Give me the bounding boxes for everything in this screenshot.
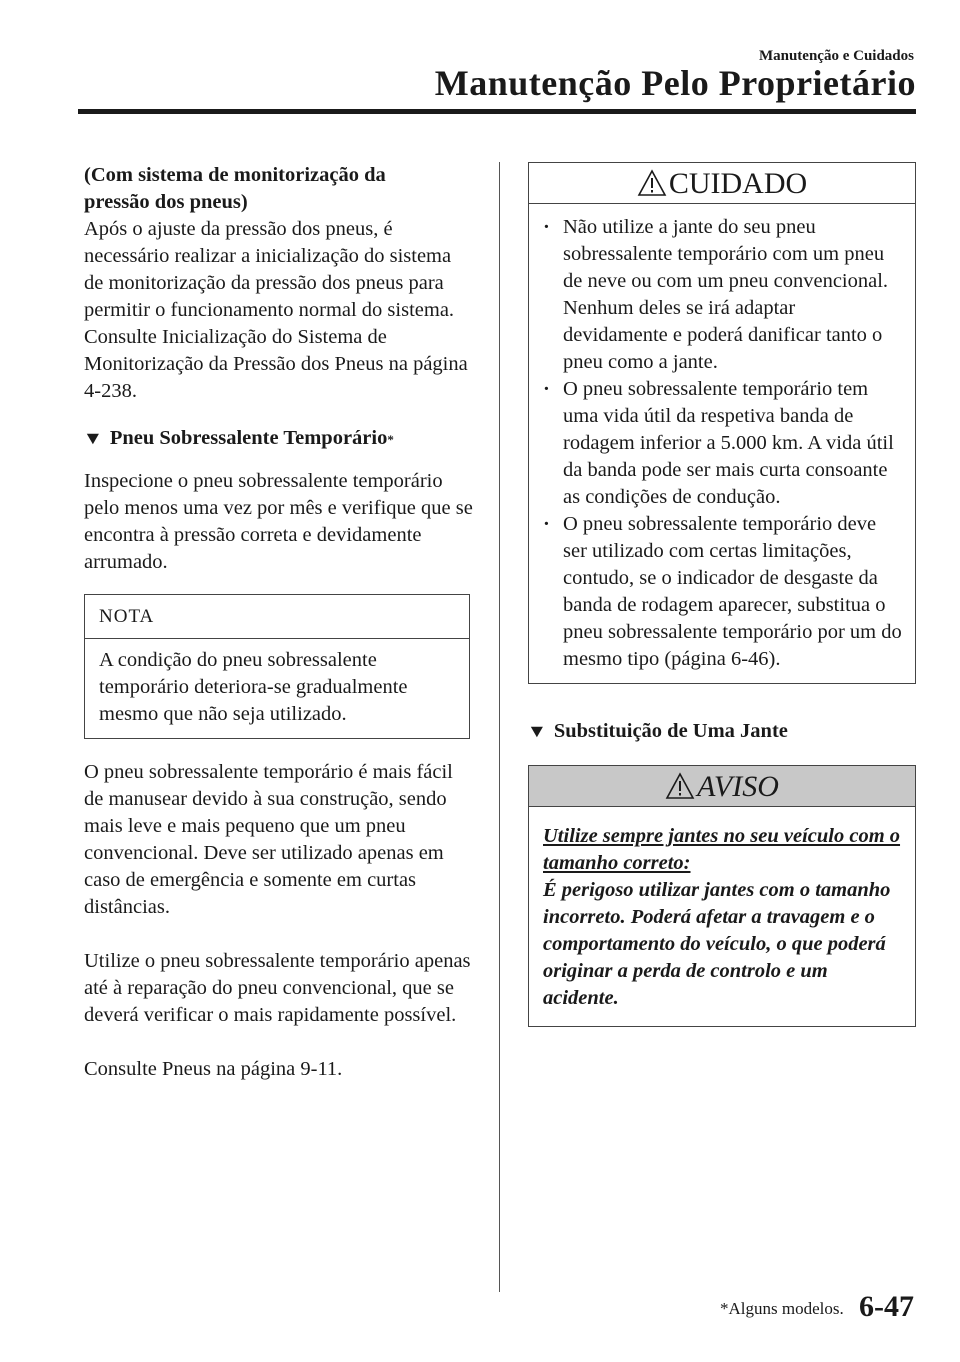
section-title: Manutenção e Cuidados (758, 48, 914, 64)
warning-body (529, 807, 915, 1026)
note-body: A condição do pneu sobressalente temporário deteriora-se gradualmente mesmo que não seja utilizado. (99, 649, 408, 725)
column-divider (499, 162, 500, 1292)
warning-text: É perigoso utilizar jantes com o tamanho incorreto. Poderá afetar a travagem e o comportamento do veículo, o que poderá originar a perda de controlo e um acidente. (543, 879, 891, 1009)
note-box (84, 594, 470, 739)
paragraph-inspect: Inspecione o pneu sobressalente temporário pelo menos uma vez por mês e verifique que se encontra à pressão correta e devidamente arrumado. (84, 470, 473, 573)
paragraph-reference: Consulte Inicialização do Sistema de Monitorização da Pressão dos Pneus na página 4-238. (84, 326, 468, 402)
triangle-down-icon: ▼ (82, 428, 104, 448)
bullet-icon: · (543, 378, 550, 400)
caution-box (528, 162, 916, 684)
section-heading-wheel (528, 718, 916, 745)
triangle-down-icon: ▼ (526, 721, 548, 741)
warning-lead: Utilize sempre jantes no seu veículo com o tamanho correto: (543, 825, 901, 874)
note-title: NOTA (85, 595, 469, 639)
paragraph-initialization: Após o ajuste da pressão dos pneus, é necessário realizar a inicialização do sistema de monitorização da pressão dos pneus para permitir o funcionamento normal do sistema. (84, 218, 455, 321)
warning-box (528, 765, 916, 1027)
page-number: 6-47 (859, 1290, 914, 1323)
caution-title: CUIDADO (668, 166, 808, 200)
caution-body (529, 204, 915, 683)
header-rule (78, 109, 916, 114)
section-heading-spare-tire: ▼ Pneu Sobressalente Temporário * (84, 425, 474, 452)
heading-text: Pneu Sobressalente Temporário (109, 427, 388, 449)
paragraph-usage: Utilize o pneu sobressalente temporário apenas até à reparação do pneu convencional, que se deverá verificar o mais rapidamente possível. (84, 950, 471, 1026)
caution-item: · Não utilize a jante do seu pneu sobressalente temporário com um pneu de neve ou com um pneu convencional. Nenhum deles se irá adaptar devidamente e poderá danificar tanto o pneu como a jante. (543, 214, 903, 376)
warning-triangle-icon (637, 169, 667, 197)
caution-item: · O pneu sobressalente temporário tem uma vida útil da respetiva banda de rodagem inferior a 5.000 km. A vida útil da banda pode ser mais curta consoante as condições de condução. (543, 376, 903, 511)
paragraph-construction: O pneu sobressalente temporário é mais fácil de manusear devido à sua construção, sendo mais leve e mais pequeno que um pneu convencional. Deve ser utilizado apenas em caso de emergência e somente em curtas distâncias. (84, 761, 453, 918)
heading-text: Substituição de Uma Jante (553, 720, 788, 742)
warning-header (529, 766, 915, 807)
paragraph-tires-reference: Consulte Pneus na página 9-11. (84, 1058, 343, 1080)
caution-item: · O pneu sobressalente temporário deve ser utilizado com certas limitações, contudo, se o indicador de desgaste da banda de rodagem aparecer, substitua o pneu sobressalente temporário por um do mesmo tipo (página 6-46). (543, 511, 903, 673)
warning-title: AVISO (697, 769, 779, 803)
footnote: *Alguns modelos. (720, 1299, 844, 1318)
caution-header (529, 163, 915, 204)
subheading-line-1: (Com sistema de monitorização da (84, 164, 386, 186)
bullet-icon: · (543, 216, 550, 238)
warning-triangle-icon (665, 772, 695, 800)
bullet-icon: · (543, 513, 550, 535)
page-title: Manutenção Pelo Proprietário (434, 63, 916, 103)
left-column (84, 162, 474, 1083)
right-column (528, 162, 916, 1027)
subheading-line-2: pressão dos pneus) (84, 191, 248, 213)
